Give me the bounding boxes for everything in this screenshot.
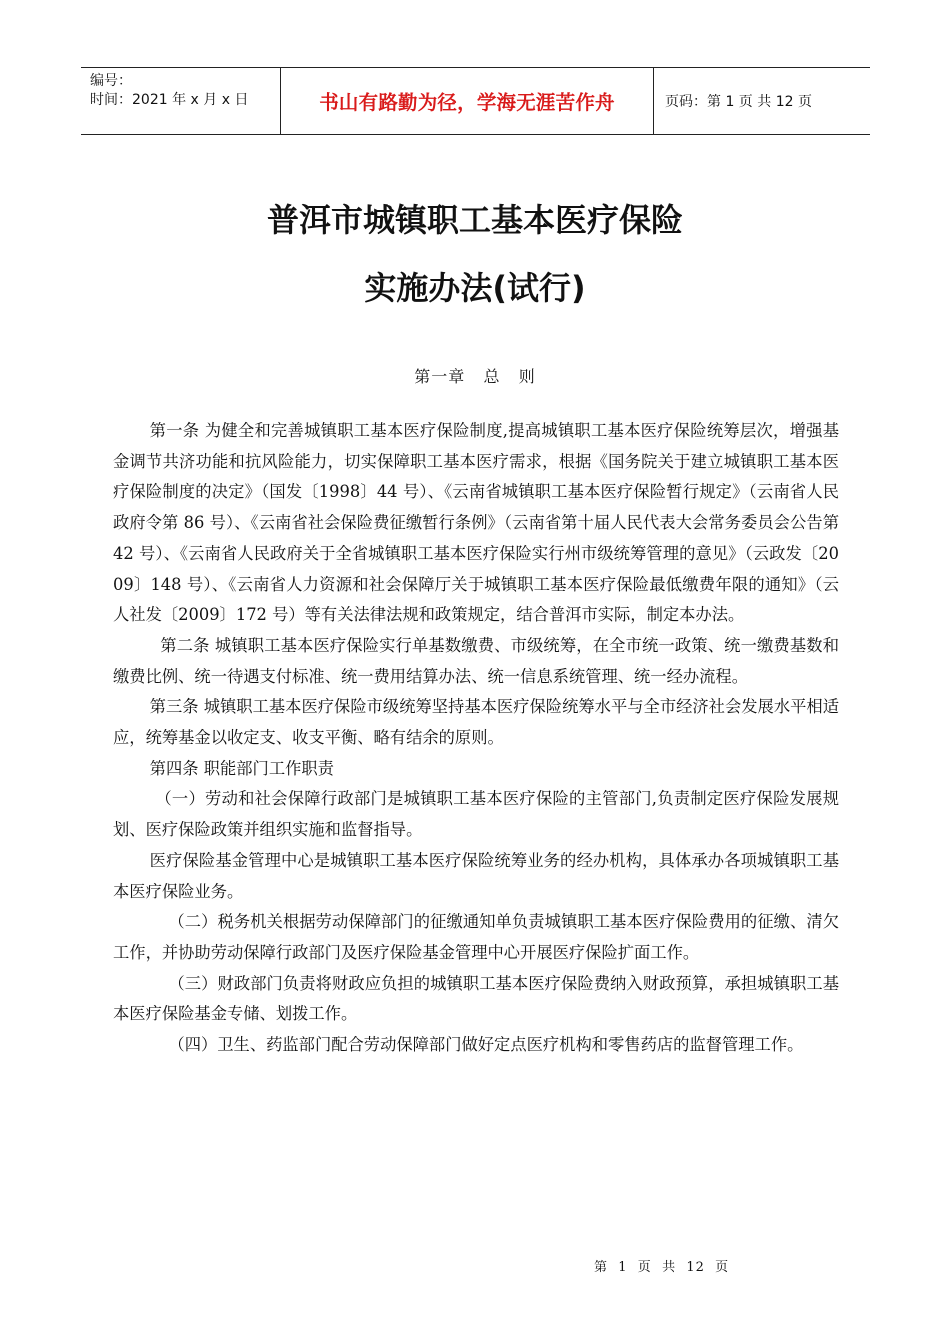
article-4-item-2: （二）税务机关根据劳动保障部门的征缴通知单负责城镇职工基本医疗保险费用的征缴、清欠工作，并协助劳动保障行政部门及医疗保险基金管理中心开展医疗保险扩面工作。 [113,912,839,962]
document-time-label: 时间：2021 年 x 月 x 日 [90,92,249,108]
article-3-paragraph: 第三条 城镇职工基本医疗保险市级统筹坚持基本医疗保险统筹水平与全市经济社会发展水平相适应，统筹基金以收定支、收支平衡、略有结余的原则。 [113,697,839,748]
article-4-item-1: （一）劳动和社会保障行政部门是城镇职工基本医疗保险的主管部门,负责制定医疗保险发展规划、医疗保险政策并组织实施和监督指导。 [113,789,839,840]
chapter-heading: 第一章 总 则 [414,367,536,386]
article-2-paragraph: 第二条 城镇职工基本医疗保险实行单基数缴费、市级统筹，在全市统一政策、统一缴费基数和缴费比例、统一待遇支付标准、统一费用结算办法、统一信息系统管理、统一经办流程。 [113,635,839,686]
document-header [81,67,870,135]
header-meta-cell [81,68,281,134]
document-title-line-1: 普洱市城镇职工基本医疗保险 [266,201,683,239]
document-number-label: 编号： [90,73,132,89]
document-title-line-2: 实施办法(试行) [364,269,586,307]
article-4-heading: 第四条 职能部门工作职责 [149,758,334,778]
header-motto-cell [281,68,654,134]
article-4-item-1-continued: 医疗保险基金管理中心是城镇职工基本医疗保险统筹业务的经办机构，具体承办各项城镇职工基本医疗保险业务。 [113,850,839,901]
header-motto: 书山有路勤为径，学海无涯苦作舟 [319,91,615,114]
article-4-item-4: （四）卫生、药监部门配合劳动保障部门做好定点医疗机构和零售药店的监督管理工作。 [168,1035,804,1055]
header-page-cell [654,68,870,134]
page-footer: 第 1 页 共 12 页 [594,1260,730,1275]
article-1-paragraph: 第一条 为健全和完善城镇职工基本医疗保险制度,提高城镇职工基本医疗保险统筹层次，增强基金调节共济功能和抗风险能力，切实保障职工基本医疗需求，根据《国务院关于建立城镇职工基本医疗保险制度的决定》（国发〔1998〕44 号）、《云南省城镇职工基本医疗保险暂行规定》（云南省人民政府令第 86 号）、《云南省社会保险费征缴暂行条例》（云南省第十届人民代表大会常务委员会公告第 42 号）、《云南省人民政府关于全省城镇职工基本医疗保险实行州市级统筹管理的意见》（云政发〔2009〕148 号）、《云南省人力资源和社会保障厅关于城镇职工基本医疗保险最低缴费年限的通知》（云人社发〔2009〕172 号）等有关法律法规和政策规定，结合普洱市实际，制定本办法。 [113,421,839,625]
header-page-info: 页码：第 1 页 共 12 页 [665,94,812,110]
document-body [113,416,839,1061]
article-4-item-3: （三）财政部门负责将财政应负担的城镇职工基本医疗保险费纳入财政预算，承担城镇职工基本医疗保险基金专储、划拨工作。 [113,973,839,1024]
